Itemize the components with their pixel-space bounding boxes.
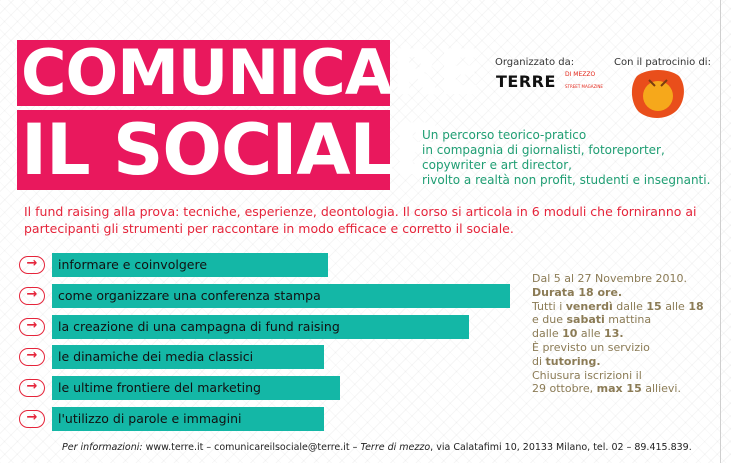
footer-info-label: Per informazioni: (62, 442, 143, 453)
description-line: copywriter e art director, (422, 158, 572, 172)
course-info (532, 272, 704, 396)
footer-address: , via Calatafimi 10, 20133 Milano, tel. 02 – 89.415.839. (430, 442, 692, 453)
info-duration: Durata 18 ore. (532, 285, 623, 299)
organizer-label: Organizzato da: (495, 57, 575, 68)
intro-text: Il fund raising alla prova: tecniche, esperienze, deontologia. Il corso si articola in 6 moduli che forniranno ai partecipanti gli strumenti per raccontare in modo efficace e corretto il sociale. (24, 204, 697, 236)
module-label: le dinamiche dei media classici (58, 349, 254, 364)
info-schedule-3: dalle 10 alle 13. (532, 327, 624, 341)
title-line-1: COMUNICARE (17, 40, 390, 106)
info-closing-2: 29 ottobre, max 15 allievi. (532, 382, 681, 396)
course-description (422, 128, 710, 188)
info-schedule-1: Tutti i venerdì dalle 15 alle 18 (532, 299, 704, 313)
module-label: informare e coinvolgere (58, 257, 208, 272)
arrow-icon: → (19, 256, 45, 274)
description-line: Un percorso teorico-pratico (422, 128, 587, 142)
info-dates: Dal 5 al 27 Novembre 2010. (532, 272, 688, 285)
right-border (720, 0, 721, 463)
info-tutoring-2: di tutoring. (532, 354, 601, 368)
fa-la-cosa-giusta-logo (629, 68, 687, 120)
footer-contacts (62, 442, 692, 453)
terre-logo-text: TERRE (496, 72, 556, 91)
title-line-2: IL SOCIALE (17, 110, 390, 190)
arrow-icon: → (19, 287, 45, 305)
terre-di-mezzo-logo (496, 72, 556, 91)
arrow-icon: → (19, 318, 45, 336)
footer-org-name: Terre di mezzo (360, 442, 431, 453)
module-label: la creazione di una campagna di fund raising (58, 319, 340, 334)
footer-contacts-text: www.terre.it – comunicareilsociale@terre.it – (145, 442, 358, 453)
module-label: l'utilizzo di parole e immagini (58, 411, 242, 426)
terre-logo-sub: DI MEZZO (565, 71, 596, 78)
info-tutoring-1: È previsto un servizio (532, 340, 650, 354)
patronage-label: Con il patrocinio di: (614, 57, 711, 68)
arrow-icon: → (19, 348, 45, 366)
description-line: in compagnia di giornalisti, fotoreporter, (422, 143, 665, 157)
arrow-icon: → (19, 410, 45, 428)
module-label: come organizzare una conferenza stampa (58, 288, 321, 303)
description-line: rivolto a realtà non profit, studenti e insegnanti. (422, 173, 711, 187)
info-closing-1: Chiusura iscrizioni il (532, 368, 642, 382)
module-label: le ultime frontiere del marketing (58, 380, 261, 395)
terre-logo-tagline: STREET MAGAZINE (565, 84, 603, 89)
info-schedule-2: e due sabati mattina (532, 313, 652, 327)
arrow-icon: → (19, 379, 45, 397)
